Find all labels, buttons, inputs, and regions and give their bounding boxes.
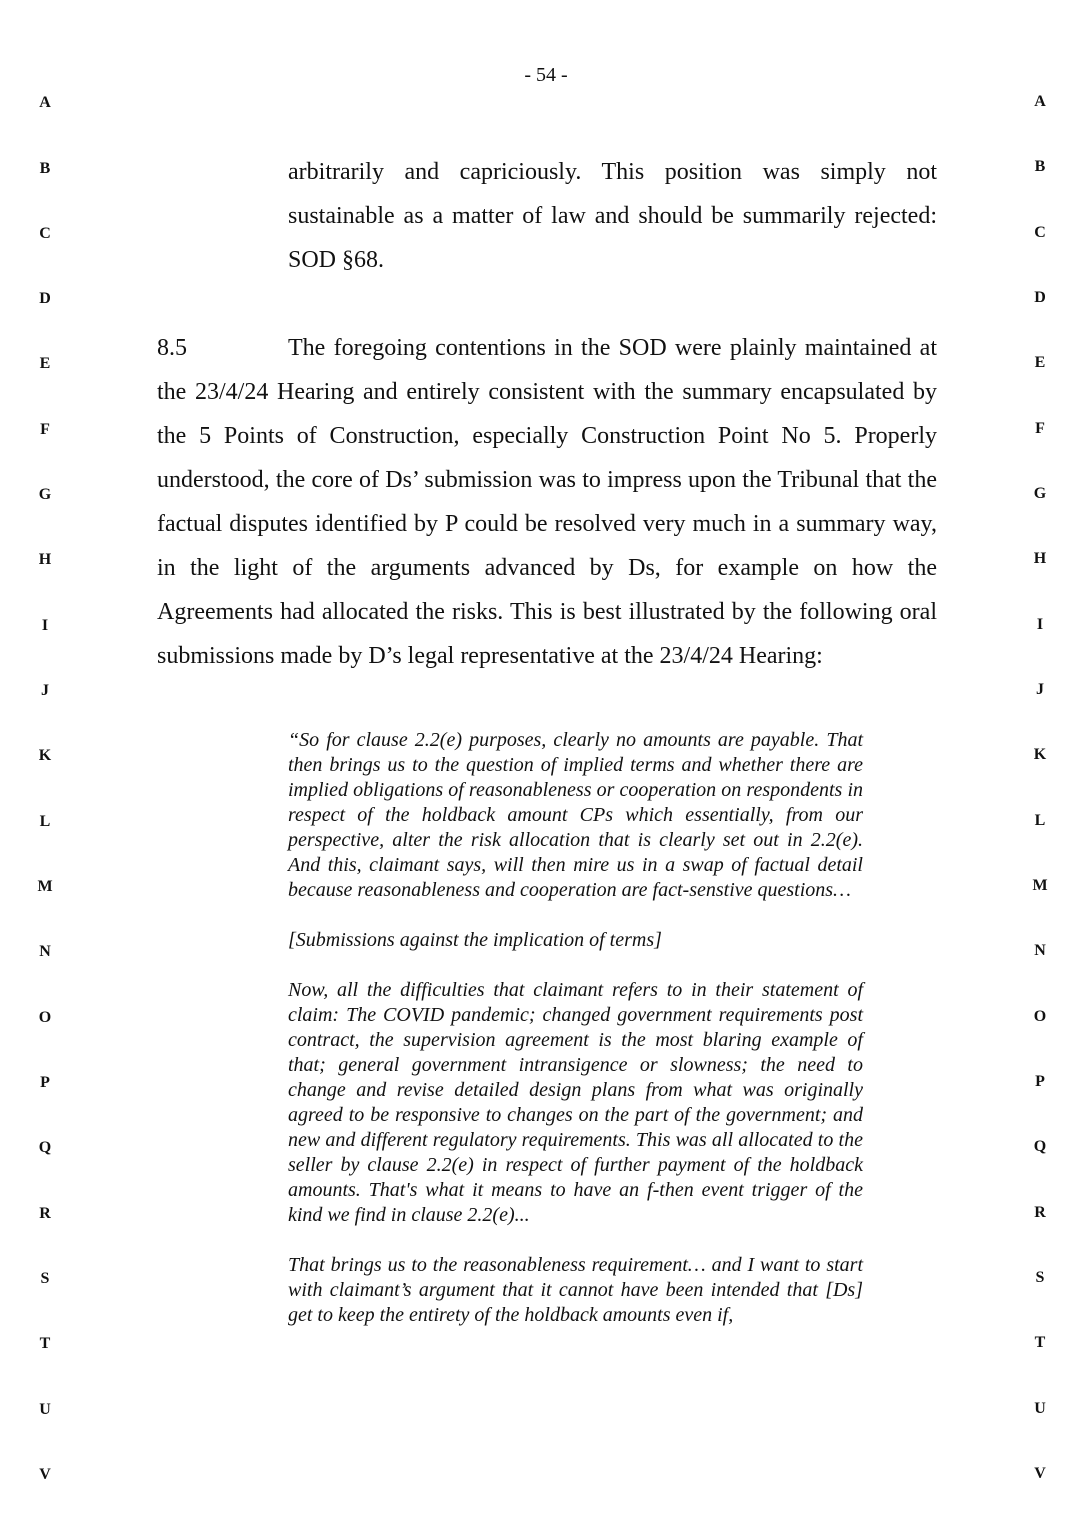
margin-letter-right-f: F [1035,420,1045,437]
margin-letter-right-c: C [1034,224,1046,241]
margin-letter-right-o: O [1033,1008,1047,1025]
margin-letter-right-d: D [1034,289,1046,306]
margin-letter-left-m: M [37,878,53,895]
margin-letter-left-c: C [39,225,51,242]
margin-letter-right-p: P [1035,1073,1045,1090]
margin-letter-left-i: I [41,617,49,634]
margin-letter-left-b: B [39,160,51,177]
margin-letter-right-m: M [1032,877,1048,894]
margin-letter-right-a: A [1034,93,1046,110]
margin-letter-right-n: N [1034,942,1046,959]
margin-letter-right-r: R [1034,1204,1046,1221]
margin-letter-right-t: T [1034,1334,1046,1351]
margin-letter-left-q: Q [38,1139,52,1156]
margin-letter-left-k: K [38,747,52,764]
paragraph-number: 8.5 [157,335,187,361]
quote-paragraph-4: That brings us to the reasonableness requirement… and I want to start with claimant’s argument that it cannot have been intended that [Ds] get to keep the entirety of the holdback amounts even if, [288,1254,863,1326]
paragraph-8-5 [157,326,937,678]
margin-letter-left-d: D [39,290,51,307]
margin-letter-right-v: V [1034,1465,1046,1482]
quote-paragraph-3: Now, all the difficulties that claimant refers to in their statement of claim: The COVID pandemic; changed government requirements post contract, the supervision agreement is the most blaring example of that; general government intransigence or slowness; the need to change and revise detailed design plans from what was originally agreed to be responsive to changes on the part of the government; and new and different regulatory requirements. This was all allocated to the seller by clause 2.2(e) in respect of further payment of the holdback amounts. That's what it means to have an f-then event trigger of the kind we find in clause 2.2(e)... [288,979,863,1226]
margin-letter-right-q: Q [1033,1138,1047,1155]
quote-paragraph-2: [Submissions against the implication of terms] [288,929,662,951]
margin-letter-left-r: R [39,1205,51,1222]
margin-letter-left-f: F [40,421,50,438]
margin-letter-left-a: A [39,94,51,111]
margin-letter-left-n: N [39,943,51,960]
margin-letter-right-u: U [1034,1400,1046,1417]
margin-letter-left-l: L [39,813,51,830]
margin-letter-right-j: J [1036,681,1044,698]
margin-letter-left-t: T [39,1335,51,1352]
margin-letter-left-e: E [39,355,51,372]
margin-letter-left-p: P [40,1074,50,1091]
margin-letter-left-g: G [38,486,52,503]
margin-letter-left-o: O [38,1009,52,1026]
margin-letter-right-s: S [1035,1269,1045,1286]
paragraph-text: The foregoing contentions in the SOD were plainly maintained at the 23/4/24 Hearing and entirely consistent with the summary encapsulated by the 5 Points of Construction, especially Construction Point No 5. Properly understood, the core of Ds’ submission was to impress upon the Tribunal that the factual disputes identified by P could be resolved very much in a summary way, in the light of the arguments advanced by Ds, for example on how the Agreements had allocated the risks. This is best illustrated by the following oral submissions made by D’s legal representative at the 23/4/24 Hearing: [157,335,937,669]
margin-letter-right-e: E [1034,354,1046,371]
margin-letter-left-h: H [38,551,52,568]
margin-letter-left-u: U [39,1401,51,1418]
margin-letter-right-l: L [1034,812,1046,829]
margin-letter-right-k: K [1033,746,1047,763]
margin-letter-right-h: H [1033,550,1047,567]
margin-letter-left-j: J [41,682,49,699]
margin-letter-right-i: I [1036,616,1044,633]
margin-letter-left-s: S [40,1270,50,1287]
quote-paragraph-1: “So for clause 2.2(e) purposes, clearly no amounts are payable. That then brings us to the question of implied terms and whether there are implied obligations of reasonableness or cooperation on respondents in respect of the holdback amount CPs which essentially, from our perspective, alter the risk allocation that is clearly set out in 2.2(e). And this, claimant says, will then mire us in a swap of factual detail because reasonableness and cooperation are fact-senstive questions… [288,729,863,901]
continued-paragraph: arbitrarily and capriciously. This position was simply not sustainable as a matter of law and should be summarily rejected: SOD §68. [288,159,937,273]
margin-letter-right-g: G [1033,485,1047,502]
page-number: - 54 - [524,64,568,86]
margin-letter-right-b: B [1034,158,1046,175]
block-quote [288,728,863,1328]
margin-letter-left-v: V [39,1466,51,1483]
